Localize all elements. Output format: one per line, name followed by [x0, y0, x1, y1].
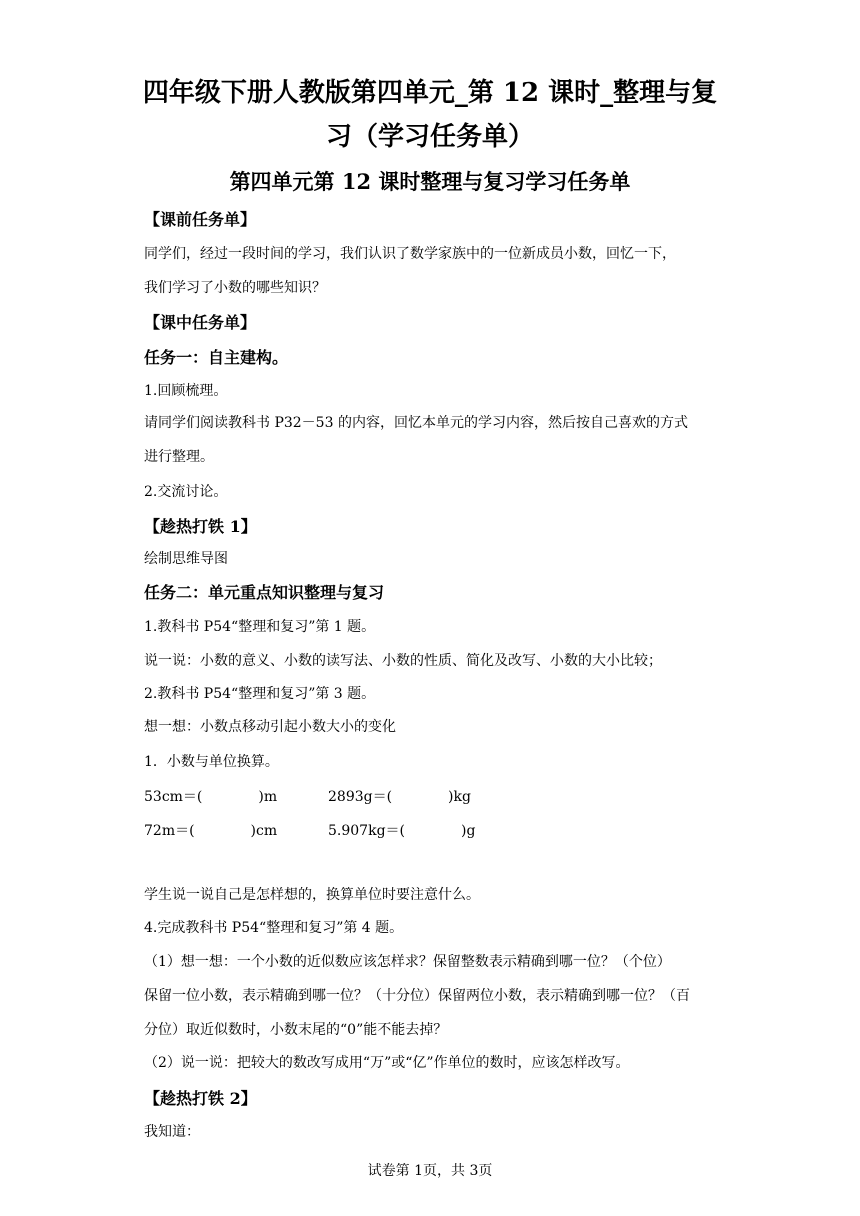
practice2-text: 我知道： — [144, 1124, 200, 1140]
in-class-heading: 【课中任务单】 — [144, 313, 257, 332]
practice1-text: 绘制思维导图 — [144, 551, 228, 567]
task1-item1-text-line2: 进行整理。 — [144, 449, 214, 465]
pre-class-text-line1: 同学们，经过一段时间的学习，我们认识了数学家族中的一位新成员小数，回忆一下， — [144, 246, 676, 262]
pre-class-text-line2: 我们学习了小数的哪些知识？ — [144, 280, 326, 296]
task1-item1-text-line1: 请同学们阅读教科书 P32－53 的内容，回忆本单元的学习内容，然后按自己喜欢的方式 — [144, 415, 688, 431]
conversion-note: 学生说一说自己是怎样想的，换算单位时要注意什么。 — [144, 887, 480, 903]
task2-item4: 4.完成教科书 P54“整理和复习”第 4 题。 — [144, 920, 404, 936]
task2-item1-text: 说一说：小数的意义、小数的读写法、小数的性质、简化及改写、小数的大小比较； — [144, 653, 662, 669]
conversion-r1c1: 53cm＝( )m — [144, 789, 278, 805]
task1-item2: 2.交流讨论。 — [144, 484, 228, 500]
question2: （2）说一说：把较大的数改写成用“万”或“亿”作单位的数时，应该怎样改写。 — [144, 1055, 630, 1071]
task2-item2: 2.教科书 P54“整理和复习”第 3 题。 — [144, 686, 376, 702]
practice2-heading: 【趁热打铁 2】 — [144, 1089, 257, 1108]
task2-item3: 1．小数与单位换算。 — [144, 754, 279, 770]
practice1-heading: 【趁热打铁 1】 — [144, 517, 257, 536]
pre-class-heading: 【课前任务单】 — [144, 210, 257, 229]
document-subtitle: 第四单元第 12 课时整理与复习学习任务单 — [229, 169, 631, 194]
task2-item2-text: 想一想：小数点移动引起小数大小的变化 — [144, 719, 396, 735]
question1-line1: （1）想一想：一个小数的近似数应该怎样求？保留整数表示精确到哪一位？（个位） — [144, 954, 671, 970]
document-title-line1: 四年级下册人教版第四单元_第 12 课时_整理与复 — [142, 78, 718, 108]
conversion-r2c1: 72m＝( )cm — [144, 823, 278, 839]
task1-heading: 任务一：自主建构。 — [144, 348, 289, 367]
conversion-r2c2: 5.907kg＝( )g — [328, 823, 476, 839]
task2-heading: 任务二：单元重点知识整理与复习 — [144, 583, 385, 602]
question1-line2: 保留一位小数，表示精确到哪一位？（十分位）保留两位小数，表示精确到哪一位？（百 — [144, 988, 690, 1004]
conversion-r1c2: 2893g＝( )kg — [328, 789, 471, 805]
task2-item1: 1.教科书 P54“整理和复习”第 1 题。 — [144, 619, 376, 635]
question1-line3: 分位）取近似数时，小数末尾的“0”能不能去掉？ — [144, 1022, 448, 1038]
page-footer: 试卷第 1页，共 3页 — [367, 1163, 493, 1179]
task1-item1: 1.回顾梳理。 — [144, 383, 228, 399]
document-title-line2: 习（学习任务单） — [325, 122, 534, 152]
